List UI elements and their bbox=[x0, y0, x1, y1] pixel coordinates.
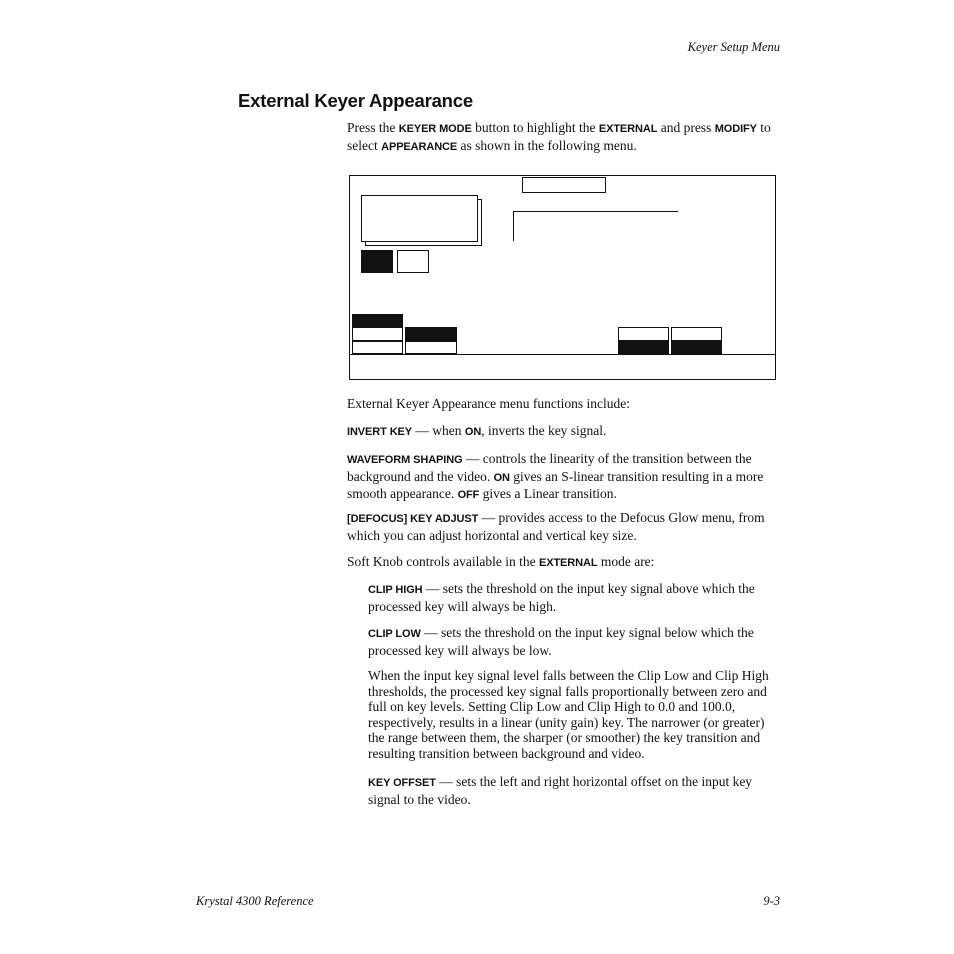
softkey-1-top bbox=[352, 327, 403, 341]
intro-paragraph: Press the KEYER MODE button to highlight the EXTERNAL and press MODIFY to select APPEARANCE as shown in the following menu. bbox=[347, 120, 771, 153]
softkey-3-top bbox=[618, 327, 669, 341]
menu-title-box bbox=[522, 177, 606, 193]
soft-knob-paragraph: Soft Knob controls available in the EXTERNAL mode are: bbox=[347, 554, 655, 569]
keyword-defocus-key-adjust: [DEFOCUS] KEY ADJUST bbox=[347, 513, 479, 525]
menu-toggle-on bbox=[361, 250, 393, 273]
softkey-1-bottom bbox=[352, 341, 403, 354]
keyword-key-offset: KEY OFFSET bbox=[368, 777, 436, 789]
menu-bracket-horizontal bbox=[513, 211, 678, 212]
waveform-shaping-paragraph: WAVEFORM SHAPING — controls the linearity of the transition between the background and the video. ON gives an S-linear transition resulting in a more smooth appearance. OFF gives a Linear transition. bbox=[347, 451, 764, 502]
menu-bracket-vertical bbox=[513, 211, 514, 241]
keyword-on: ON bbox=[464, 426, 482, 438]
functions-lead: External Keyer Appearance menu functions include: bbox=[347, 396, 631, 411]
menu-panel bbox=[361, 195, 478, 242]
softkey-2-top bbox=[405, 327, 457, 341]
keyword-keyer-mode: KEYER MODE bbox=[398, 123, 472, 135]
softkey-2-bottom bbox=[405, 341, 457, 354]
keyword-external: EXTERNAL bbox=[598, 123, 658, 135]
menu-divider bbox=[350, 354, 776, 355]
menu-toggle-off bbox=[397, 250, 429, 273]
clip-low-paragraph: CLIP LOW — sets the threshold on the input key signal below which the processed key will always be low. bbox=[368, 625, 754, 658]
keyword-clip-high: CLIP HIGH bbox=[368, 584, 423, 596]
softkey-1-header bbox=[352, 314, 403, 327]
keyword-waveform-shaping: WAVEFORM SHAPING bbox=[347, 454, 463, 466]
section-title: External Keyer Appearance bbox=[238, 90, 473, 111]
clip-high-paragraph: CLIP HIGH — sets the threshold on the input key signal above which the processed key will always be high. bbox=[368, 581, 755, 614]
defocus-paragraph: [DEFOCUS] KEY ADJUST — provides access to the Defocus Glow menu, from which you can adjust horizontal and vertical key size. bbox=[347, 510, 765, 543]
clip-range-paragraph: When the input key signal level falls between the Clip Low and Clip High thresholds, the processed key signal falls proportionally between zero and full on key levels. Setting Clip Low and Clip High to 0.0 and 100.0, respectively, results in a linear (unity gain) key. The narrower (or greater) the range between them, the sharper (or smoother) the key transition and resulting transition between background and video. bbox=[368, 668, 769, 761]
keyword-appearance: APPEARANCE bbox=[381, 140, 458, 153]
keyword-on: ON bbox=[493, 471, 510, 484]
keyword-modify: MODIFY bbox=[714, 123, 757, 135]
keyword-off: OFF bbox=[457, 489, 480, 502]
keyword-invert-key: INVERT KEY bbox=[347, 426, 413, 438]
running-header: Keyer Setup Menu bbox=[687, 40, 780, 54]
invert-key-paragraph: INVERT KEY — when ON, inverts the key signal. bbox=[347, 423, 607, 438]
softkey-3-bottom bbox=[618, 341, 669, 354]
footer-page-number: 9-3 bbox=[763, 894, 780, 908]
keyword-clip-low: CLIP LOW bbox=[368, 628, 421, 640]
softkey-4-top bbox=[671, 327, 722, 341]
softkey-4-bottom bbox=[671, 341, 722, 354]
key-offset-paragraph: KEY OFFSET — sets the left and right horizontal offset on the input key signal to the video. bbox=[368, 774, 753, 807]
keyword-external: EXTERNAL bbox=[538, 557, 598, 569]
footer-manual-title: Krystal 4300 Reference bbox=[196, 894, 314, 908]
